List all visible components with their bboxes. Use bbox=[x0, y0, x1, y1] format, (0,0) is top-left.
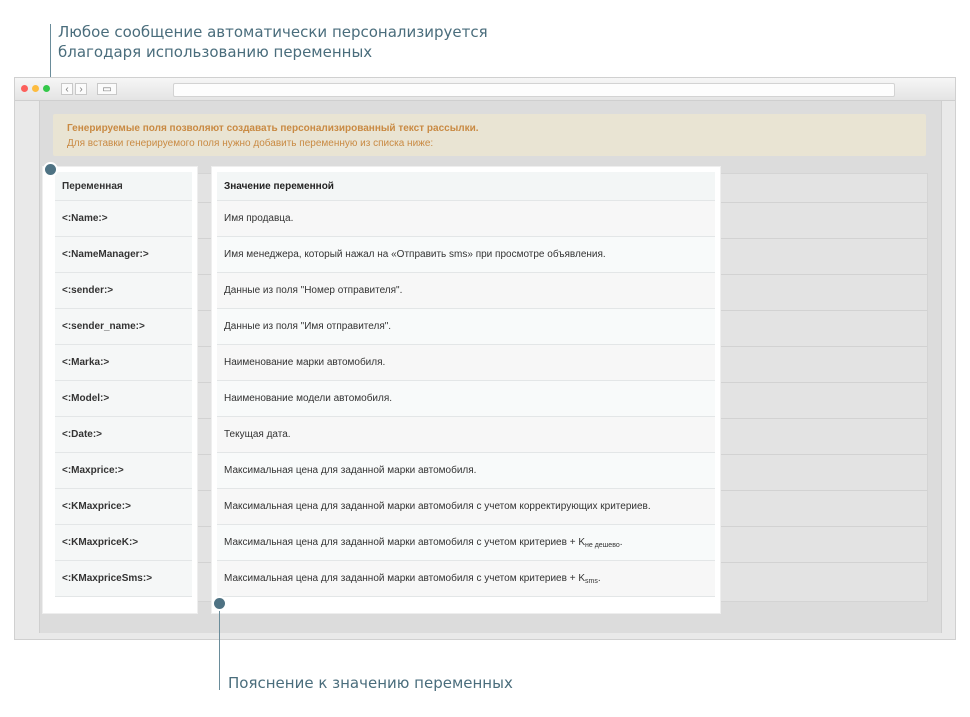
value-column-highlight bbox=[212, 167, 720, 613]
variable-cell: <:Date:> bbox=[55, 417, 192, 453]
bottom-callout-line bbox=[219, 606, 220, 690]
value-cell: Наименование модели автомобиля. bbox=[217, 381, 715, 417]
variable-cell: <:Name:> bbox=[55, 201, 192, 237]
value-cell-text: Максимальная цена для заданной марки автомобиля с учетом критериев + K bbox=[224, 573, 585, 584]
maximize-window-button[interactable] bbox=[43, 85, 50, 92]
value-cell: Имя продавца. bbox=[217, 201, 715, 237]
variable-cell: <:sender:> bbox=[55, 273, 192, 309]
variable-cell: <:KMaxpriceK:> bbox=[55, 525, 192, 561]
alert-title: Генерируемые поля позволяют создавать персонализированный текст рассылки. bbox=[67, 123, 479, 134]
value-cell-suffix: . bbox=[597, 573, 601, 584]
back-button[interactable]: ‹ bbox=[61, 83, 73, 95]
variable-column-header: Переменная bbox=[55, 172, 192, 201]
value-cell: Максимальная цена для заданной марки автомобиля. bbox=[217, 453, 715, 489]
variable-cell: <:Marka:> bbox=[55, 345, 192, 381]
value-cell: Наименование марки автомобиля. bbox=[217, 345, 715, 381]
top-callout-dot bbox=[45, 164, 56, 175]
value-column-header: Значение переменной bbox=[217, 172, 715, 201]
variable-cell: <:Maxprice:> bbox=[55, 453, 192, 489]
top-callout-line2: благодаря использованию переменных bbox=[58, 43, 373, 61]
sidebar-toggle-button[interactable]: ▭ bbox=[97, 83, 117, 95]
variable-column-highlight bbox=[43, 167, 197, 613]
top-callout-line1: Любое сообщение автоматически персонализируется bbox=[58, 23, 488, 41]
value-cell bbox=[217, 561, 715, 597]
forward-button[interactable]: › bbox=[75, 83, 87, 95]
value-cell-subscript: не дешево bbox=[585, 542, 620, 549]
value-cell: Данные из поля "Имя отправителя". bbox=[217, 309, 715, 345]
value-cell: Данные из поля "Номер отправителя". bbox=[217, 273, 715, 309]
variable-cell: <:NameManager:> bbox=[55, 237, 192, 273]
close-window-button[interactable] bbox=[21, 85, 28, 92]
alert-text: Для вставки генерируемого поля нужно добавить переменную из списка ниже: bbox=[67, 138, 434, 149]
bottom-callout-text: Пояснение к значению переменных bbox=[228, 674, 513, 692]
top-callout-text bbox=[58, 22, 488, 62]
value-cell: Имя менеджера, который нажал на «Отправить sms» при просмотре объявления. bbox=[217, 237, 715, 273]
variable-cell: <:Model:> bbox=[55, 381, 192, 417]
value-cell: Текущая дата. bbox=[217, 417, 715, 453]
variable-cell: <:KMaxpriceSms:> bbox=[55, 561, 192, 597]
bottom-callout-dot bbox=[214, 598, 225, 609]
variable-column bbox=[55, 172, 192, 597]
value-cell bbox=[217, 525, 715, 561]
browser-titlebar bbox=[15, 78, 955, 101]
value-cell: Максимальная цена для заданной марки автомобиля с учетом корректирующих критериев. bbox=[217, 489, 715, 525]
value-cell-subscript: sms bbox=[585, 578, 598, 585]
value-cell-text: Максимальная цена для заданной марки автомобиля с учетом критериев + K bbox=[224, 537, 585, 548]
value-column bbox=[217, 172, 715, 597]
info-alert bbox=[53, 114, 926, 156]
value-cell-suffix: . bbox=[619, 537, 623, 548]
variable-cell: <:sender_name:> bbox=[55, 309, 192, 345]
variable-cell: <:KMaxprice:> bbox=[55, 489, 192, 525]
minimize-window-button[interactable] bbox=[32, 85, 39, 92]
address-bar[interactable] bbox=[173, 83, 895, 97]
